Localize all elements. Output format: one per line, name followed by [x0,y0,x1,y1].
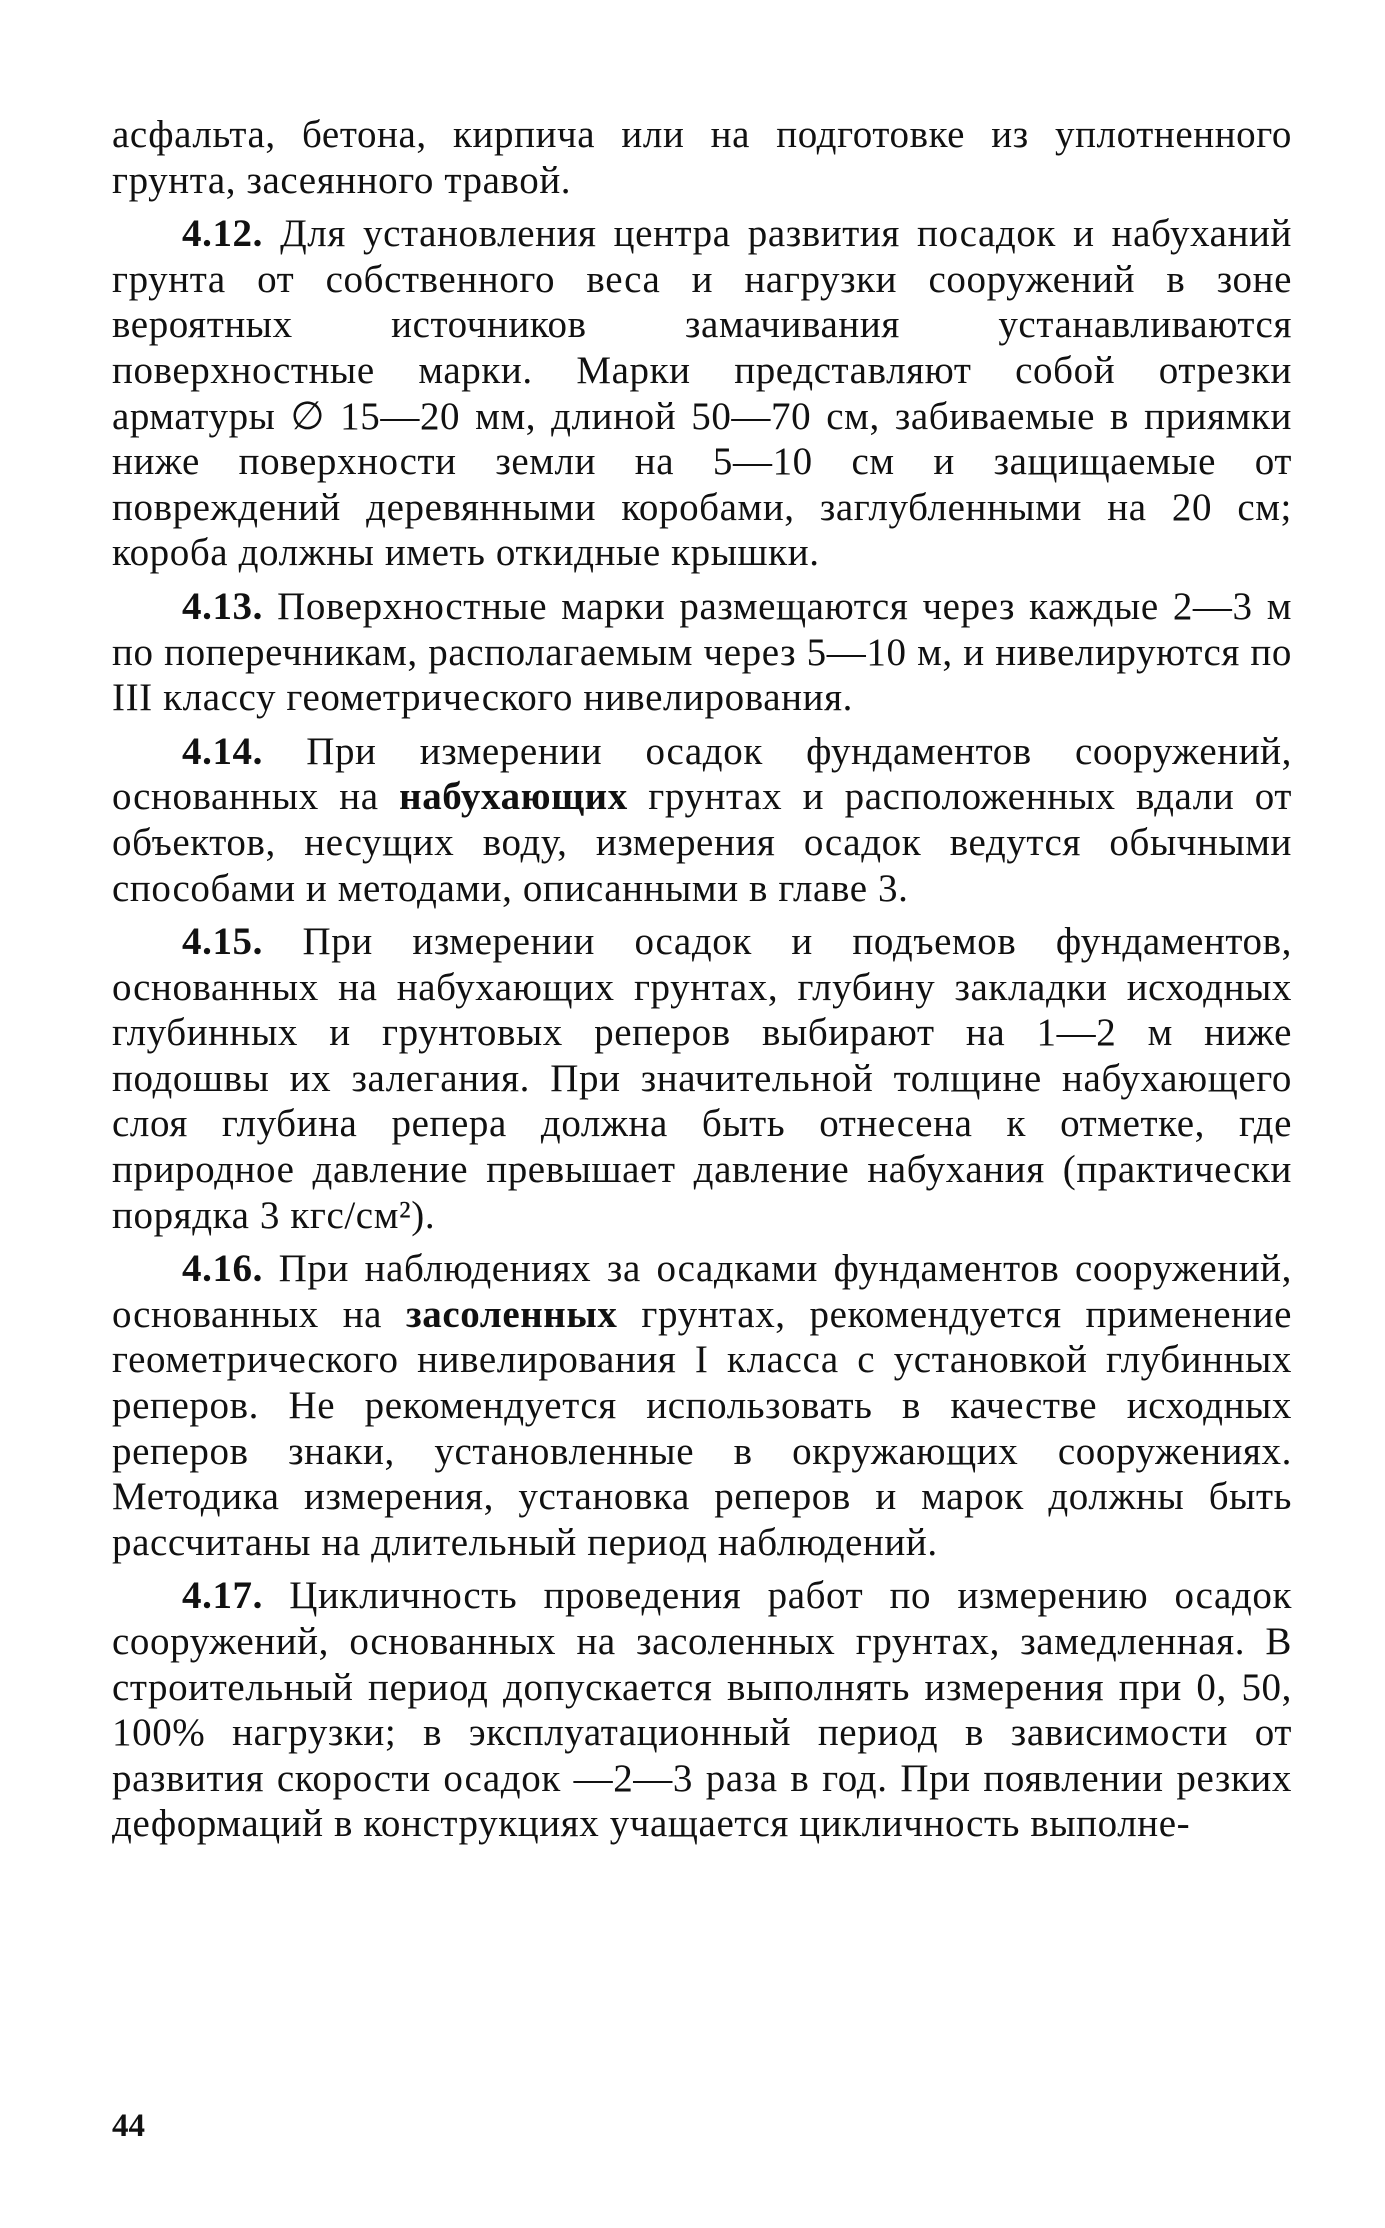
paragraph-text: При измерении осадок и подъемов фундаментов, основанных на набухающих грунтах, глубину закладки исходных глубинных и грунтовых реперов выбирают на 1—2 м ниже подошвы их залегания. При значительной толщине набухающего слоя глубина репера должна быть отнесена к отметке, где природное давление превышает давление набухания (практически порядка 3 кгс/см²). [112,920,1292,1237]
page-number: 44 [112,2108,145,2144]
paragraph-text: Для установления центра развития посадок и набуханий грунта от собственного веса и нагрузки сооружений в зоне вероятных источников замачивания устанавливаются поверхностные марки. Марки представляют собой отрезки арматуры ∅ 15—20 мм, длиной 50—70 см, забиваемые в приямки ниже поверхности земли на 5—10 см и защищаемые от повреждений деревянными коробами, заглубленными на 20 см; короба должны иметь откидные крышки. [112,212,1292,575]
paragraph-4-15 [112,919,1292,1238]
paragraph-number: 4.13. [182,584,263,628]
paragraph-4-13 [112,584,1292,721]
paragraph-4-12 [112,211,1292,576]
paragraph-text: При наблюдениях за осадками фундаментов сооружений, основанных на [112,1247,1292,1336]
paragraph-number: 4.12. [182,212,263,256]
paragraph-4-14 [112,729,1292,911]
paragraph-number: 4.17. [182,1574,263,1618]
body-text [112,112,1292,1847]
emphasized-term: засоленных [405,1292,618,1336]
paragraph-text: грунтах, рекомендуется применение геометрического нивелирования I класса с установкой глубинных реперов. Не рекомендуется использовать в качестве исходных реперов знаки, установленные в окружающих сооружениях. Методика измерения, установка реперов и марок должны быть рассчитаны на длительный период наблюдений. [112,1292,1292,1564]
paragraph-4-16 [112,1246,1292,1565]
paragraph-4-17 [112,1573,1292,1847]
paragraph-text: При измерении осадок фундаментов сооружений, основанных на [112,729,1292,819]
paragraph-number: 4.15. [182,920,263,964]
paragraph-text: асфальта, бетона, кирпича или на подготовке из уплотненного грунта, засеянного травой. [112,113,1292,202]
paragraph-number: 4.16. [182,1247,263,1291]
paragraph-text: Поверхностные марки размещаются через каждые 2—3 м по поперечникам, располагаемым через 5—10 м, и нивелируются по III классу геометрического нивелирования. [112,584,1292,720]
paragraph-continuation [112,112,1292,203]
paragraph-number: 4.14. [182,729,263,773]
paragraph-text: Цикличность проведения работ по измерению осадок сооружений, основанных на засоленных грунтах, замедленная. В строительный период допускается выполнять измерения при 0, 50, 100% нагрузки; в эксплуатационный период в зависимости от развития скорости осадок —2—3 раза в год. При появлении резких деформаций в конструкциях учащается цикличность выполне- [112,1574,1292,1846]
paragraph-text: грунтах и расположенных вдали от объектов, несущих воду, измерения осадок ведутся обычными способами и методами, описанными в главе 3. [112,775,1292,910]
emphasized-term: набухающих [399,775,628,819]
